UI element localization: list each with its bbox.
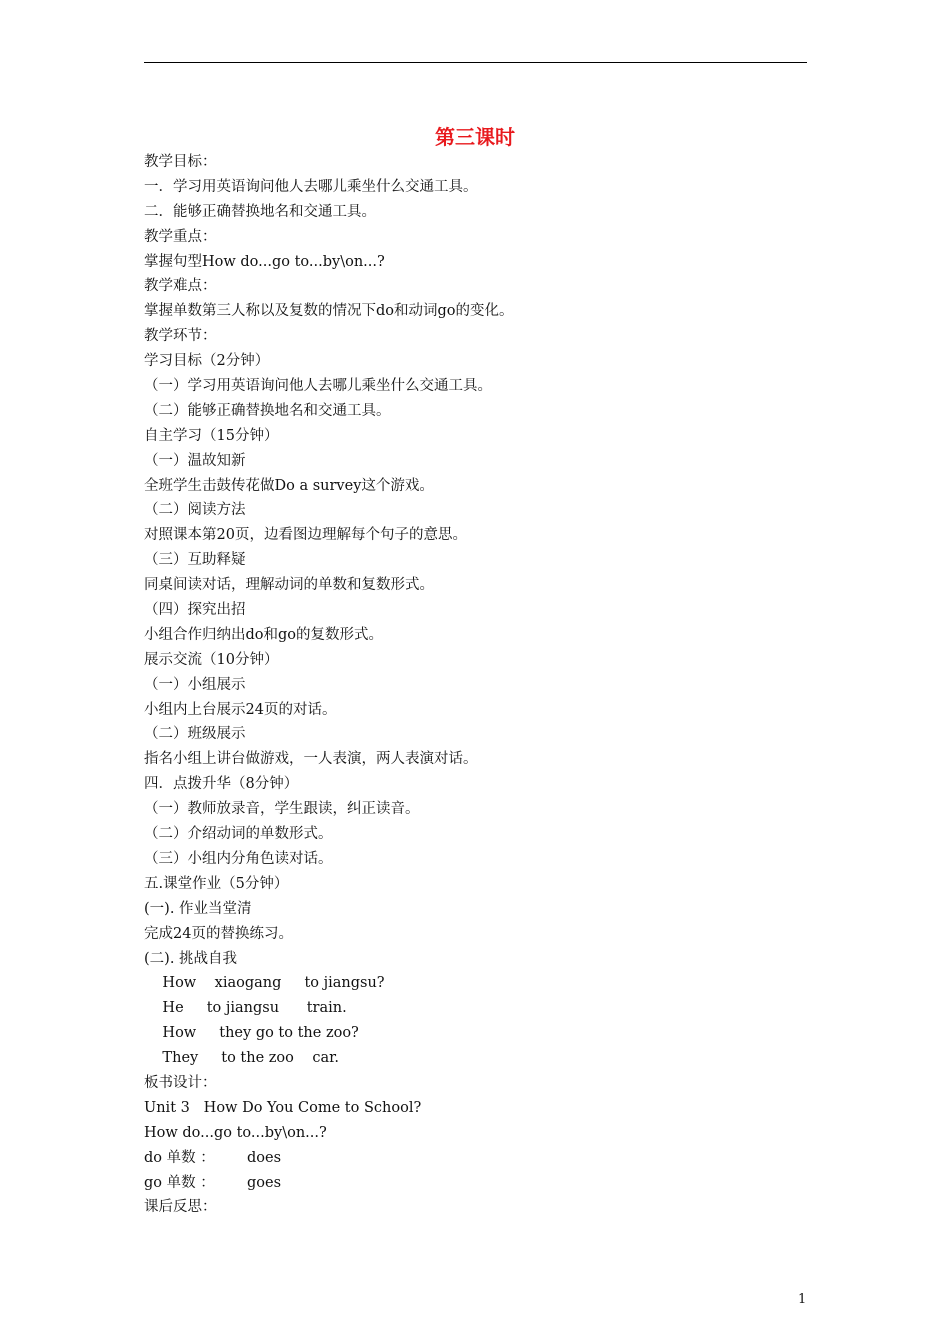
text-line: （一）教师放录音，学生跟读，纠正读音。 <box>144 801 420 818</box>
text-line: 教学目标： <box>144 154 217 170</box>
text-line: do 单数 ： does <box>144 1149 282 1166</box>
text-line: How they go to the zoo? <box>144 1025 359 1042</box>
text-line: （二）阅读方法 <box>144 502 246 519</box>
text-line: How do...go to...by\on...? <box>144 1124 327 1141</box>
text-line: 课后反思： <box>144 1199 217 1216</box>
text-line: （三）小组内分角色读对话。 <box>144 850 333 867</box>
text-line: 四．点拨升华（8分钟） <box>144 776 299 793</box>
text-line: 教学环节： <box>144 328 217 345</box>
text-line: 完成24页的替换练习。 <box>144 925 293 942</box>
text-line: 掌握句型How do...go to...by\on...? <box>144 253 385 270</box>
text-line: 自主学习（15分钟） <box>144 427 279 444</box>
text-line: 学习目标（2分钟） <box>144 353 270 370</box>
text-line: 板书设计： <box>144 1074 217 1091</box>
text-line: （一）温故知新 <box>144 452 246 469</box>
text-line: 展示交流（10分钟） <box>144 651 279 668</box>
text-line: 小组内上台展示24页的对话。 <box>144 701 337 718</box>
text-line: (一). 作业当堂清 <box>144 900 252 917</box>
text-line: They to the zoo car. <box>144 1050 340 1067</box>
text-line: （二）能够正确替换地名和交通工具。 <box>144 402 391 419</box>
header-rule <box>144 62 807 63</box>
text-line: 小组合作归纳出do和go的复数形式。 <box>144 626 384 643</box>
text-line: 二．能够正确替换地名和交通工具。 <box>144 203 376 220</box>
text-line: 同桌间读对话，理解动词的单数和复数形式。 <box>144 577 434 594</box>
text-line: （一）小组展示 <box>144 676 246 693</box>
text-line: 教学重点： <box>144 228 217 245</box>
text-line: 对照课本第20页，边看图边理解每个句子的意思。 <box>144 527 467 544</box>
text-line: 指名小组上讲台做游戏，一人表演，两人表演对话。 <box>144 751 478 768</box>
text-line: （二）班级展示 <box>144 726 246 743</box>
text-line: 全班学生击鼓传花做Do a survey这个游戏。 <box>144 477 434 494</box>
text-line: 五.课堂作业（5分钟） <box>144 875 289 892</box>
text-line: (二). 挑战自我 <box>144 950 238 967</box>
text-line: （一）学习用英语询问他人去哪儿乘坐什么交通工具。 <box>144 378 492 395</box>
text-line: 掌握单数第三人称以及复数的情况下do和动词go的变化。 <box>144 303 514 320</box>
text-line: 一．学习用英语询问他人去哪儿乘坐什么交通工具。 <box>144 178 478 195</box>
text-line: （四）探究出招 <box>144 602 246 619</box>
text-line: Unit 3 How Do You Come to School? <box>144 1099 422 1116</box>
text-line: How xiaogang to jiangsu? <box>144 975 385 992</box>
page-number: 1 <box>798 1292 807 1307</box>
text-line: （二）介绍动词的单数形式。 <box>144 826 333 843</box>
text-line: 教学难点： <box>144 278 217 295</box>
lesson-body <box>144 150 824 1220</box>
lesson-title: 第三课时 <box>435 125 515 149</box>
text-line: （三）互助释疑 <box>144 552 246 569</box>
text-line: He to jiangsu train. <box>144 1000 347 1017</box>
text-line: go 单数 ： goes <box>144 1174 282 1191</box>
